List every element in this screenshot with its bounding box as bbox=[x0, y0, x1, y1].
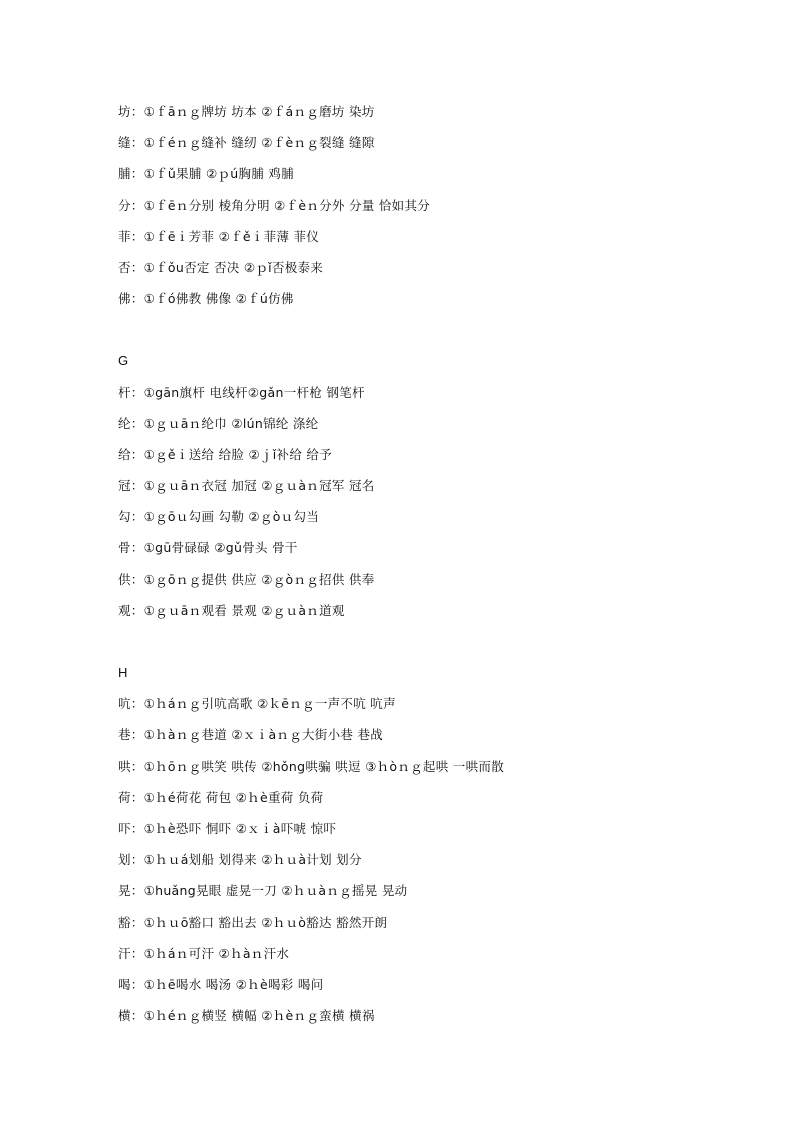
entry-fen: 分：①ｆēｎ分别 棱角分明 ②ｆèｎ分外 分量 恰如其分 bbox=[118, 197, 431, 213]
entry-hang: 吭：①ｈáｎｇ引吭高歌 ②ｋēｎｇ一声不吭 吭声 bbox=[118, 696, 396, 712]
entry-gu: 骨：①gū骨碌碌 ②gǔ骨头 骨干 bbox=[118, 540, 298, 556]
entry-fei: 菲：①ｆēｉ芳菲 ②ｆěｉ菲薄 菲仪 bbox=[118, 228, 320, 244]
entry-fu: 脯：①ｆǔ果脯 ②ｐú胸脯 鸡脯 bbox=[118, 166, 295, 182]
entry-feng: 缝：①ｆéｎｇ缝补 缝纫 ②ｆèｎｇ裂缝 缝隙 bbox=[118, 135, 375, 151]
entry-he-2: 喝：①ｈē喝水 喝汤 ②ｈè喝彩 喝问 bbox=[118, 976, 324, 992]
entry-hong: 哄：①ｈōｎｇ哄笑 哄传 ②hǒng哄骗 哄逗 ③ｈòｎｇ起哄 一哄而散 bbox=[118, 758, 505, 774]
entry-gan: 杆：①gān旗杆 电线杆②gǎn一杆枪 钢笔杆 bbox=[118, 384, 365, 400]
document-page bbox=[118, 100, 758, 1035]
entry-huo: 豁：①ｈｕō豁口 豁出去 ②ｈｕò豁达 豁然开朗 bbox=[118, 914, 388, 930]
entry-he-xia: 吓：①ｈè恐吓 恫吓 ②ｘｉà吓唬 惊吓 bbox=[118, 820, 337, 836]
entry-huang: 晃：①huǎng晃眼 虚晃一刀 ②ｈｕàｎｇ摇晃 晃动 bbox=[118, 883, 408, 899]
entry-hua: 划：①ｈｕá划船 划得来 ②ｈｕà计划 划分 bbox=[118, 852, 362, 868]
entry-he: 荷：①ｈé荷花 荷包 ②ｈè重荷 负荷 bbox=[118, 789, 324, 805]
entry-gong: 供：①ｇōｎｇ提供 供应 ②ｇòｎｇ招供 供奉 bbox=[118, 571, 375, 587]
section-spacer bbox=[118, 630, 758, 661]
entry-hang-xiang: 巷：①ｈàｎｇ巷道 ②ｘｉàｎｇ大街小巷 巷战 bbox=[118, 727, 384, 743]
entry-heng: 横：①ｈéｎｇ横竖 横幅 ②ｈèｎｇ蛮横 横祸 bbox=[118, 1008, 375, 1024]
entry-fo: 佛：①ｆó佛教 佛像 ②ｆú仿佛 bbox=[118, 291, 294, 307]
entry-han: 汗：①ｈáｎ可汗 ②ｈàｎ汗水 bbox=[118, 945, 290, 961]
entry-guan-2: 观：①ｇｕāｎ观看 景观 ②ｇｕàｎ道观 bbox=[118, 602, 345, 618]
entry-gou: 勾：①ｇōｕ勾画 勾勒 ②ｇòｕ勾当 bbox=[118, 509, 320, 525]
section-f bbox=[118, 100, 758, 318]
section-heading-h: H bbox=[118, 665, 128, 680]
section-g bbox=[118, 349, 758, 630]
entry-guan: 冠：①ｇｕāｎ衣冠 加冠 ②ｇｕàｎ冠军 冠名 bbox=[118, 478, 375, 494]
section-heading-g: G bbox=[118, 353, 129, 369]
entry-guan-lun: 纶：①ｇｕāｎ纶巾 ②lún锦纶 涤纶 bbox=[118, 415, 319, 431]
section-spacer bbox=[118, 318, 758, 349]
entry-gei: 给：①ｇěｉ送给 给脸 ②ｊǐ补给 给予 bbox=[118, 446, 332, 462]
entry-fou: 否：①ｆǒu否定 否决 ②ｐǐ否极泰来 bbox=[118, 259, 324, 275]
entry-fang: 坊：①ｆāｎｇ牌坊 坊本 ②ｆáｎｇ磨坊 染坊 bbox=[118, 104, 375, 119]
section-h bbox=[118, 661, 758, 1035]
